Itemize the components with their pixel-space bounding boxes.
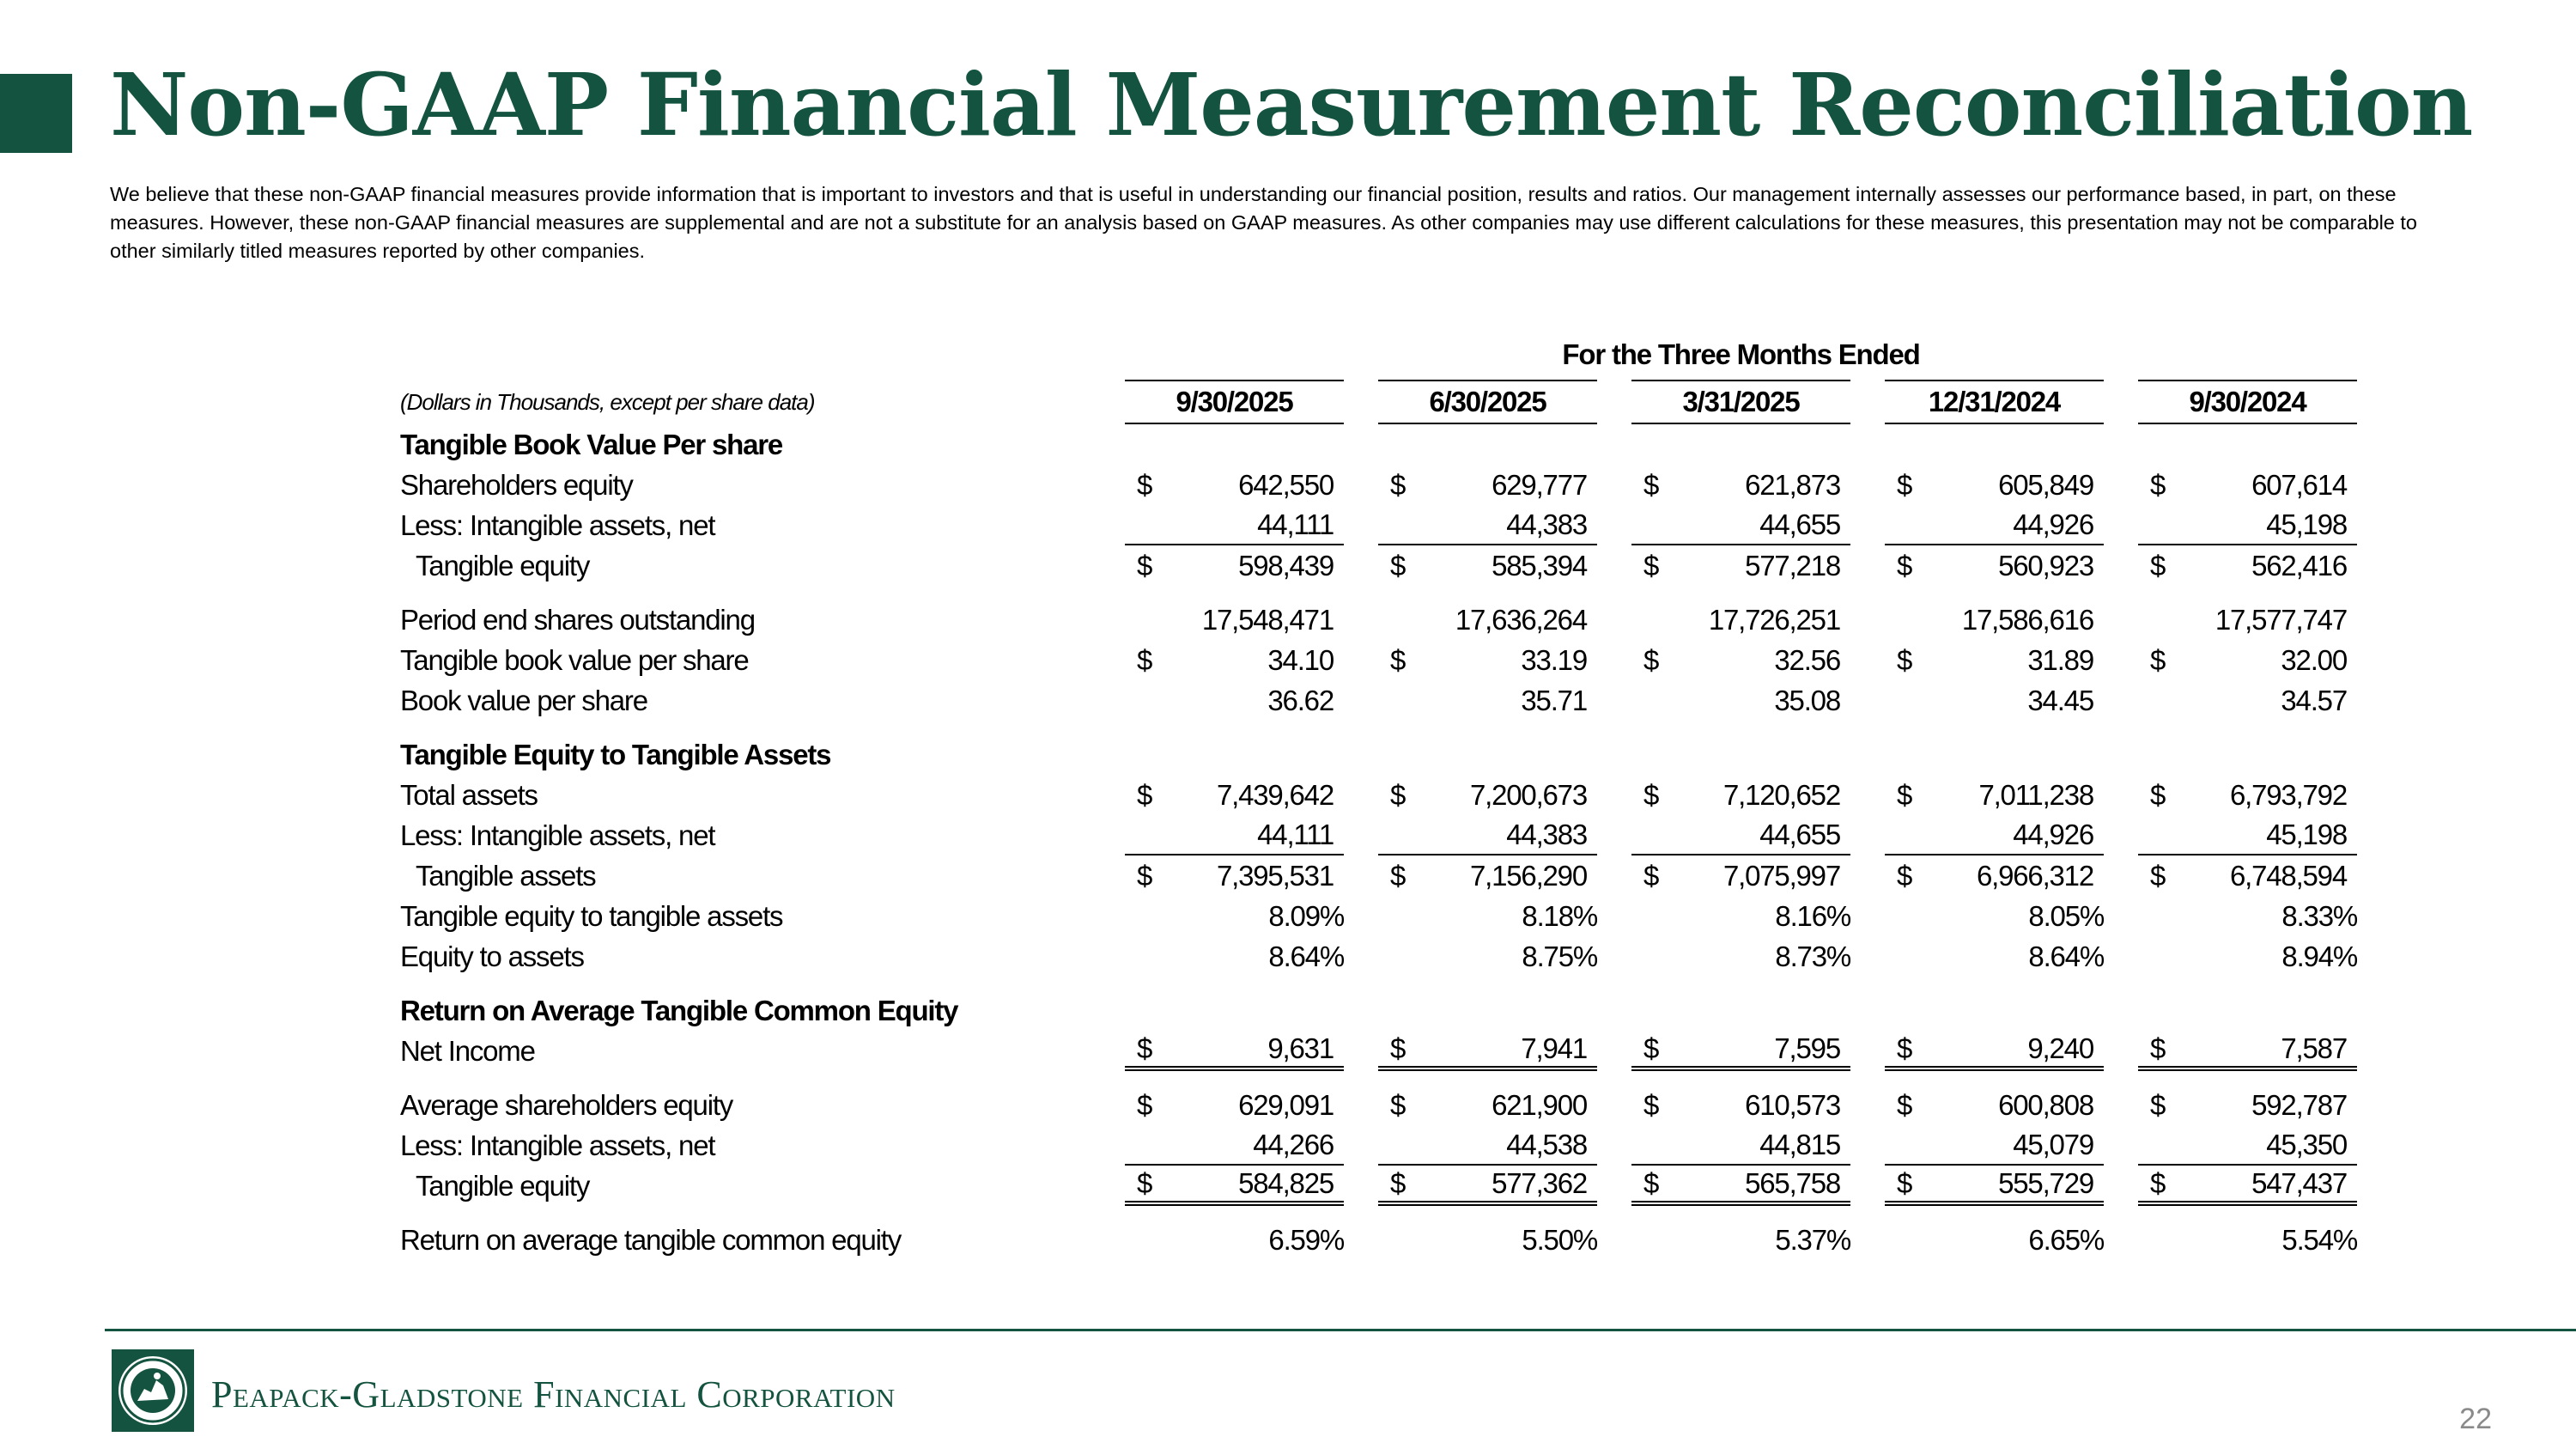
currency-symbol: $ (1897, 468, 1912, 501)
currency-symbol: $ (2150, 643, 2166, 676)
cell-value: 7,075,997 (1722, 859, 1840, 892)
cell-value: 5.37% (1775, 1223, 1850, 1256)
cell-value: 7,200,673 (1469, 778, 1587, 811)
row-label: Less: Intangible assets, net (400, 819, 715, 851)
cell-value: 555,729 (1928, 1166, 2104, 1206)
currency-symbol: $ (1125, 1031, 1168, 1071)
cell-value: 44,383 (1421, 815, 1597, 855)
table-row (400, 775, 2357, 815)
cell-value: 629,777 (1492, 468, 1587, 501)
row-label: Book value per share (400, 684, 647, 716)
currency-symbol: $ (1390, 1088, 1406, 1121)
table-row (400, 505, 2357, 545)
currency-symbol: $ (1643, 778, 1659, 811)
currency-symbol: $ (1125, 1166, 1168, 1206)
section-heading: Tangible Book Value Per share (400, 428, 783, 460)
column-header: 12/31/2024 (1885, 380, 2104, 424)
currency-symbol: $ (1643, 643, 1659, 676)
table-row (400, 1166, 2357, 1206)
cell-value: 6.65% (2028, 1223, 2104, 1256)
row-label: Tangible equity (416, 1169, 590, 1202)
cell-value: 32.00 (2281, 643, 2347, 676)
cell-value: 45,350 (2181, 1125, 2357, 1166)
table-row (400, 1125, 2357, 1166)
currency-symbol: $ (1390, 643, 1406, 676)
table-row (400, 640, 2357, 680)
row-label: Return on average tangible common equity (400, 1223, 902, 1256)
cell-value: 34.57 (2281, 684, 2347, 716)
column-header: 9/30/2025 (1125, 380, 1344, 424)
cell-value: 33.19 (1521, 643, 1587, 676)
cell-value: 6,748,594 (2229, 859, 2347, 892)
currency-symbol: $ (1897, 859, 1912, 892)
cell-value: 565,758 (1674, 1166, 1850, 1206)
cell-value: 8.05% (2028, 899, 2104, 932)
cell-value: 45,079 (1928, 1125, 2104, 1166)
cell-value: 7,941 (1421, 1031, 1597, 1071)
currency-symbol: $ (2150, 859, 2166, 892)
cell-value: 35.08 (1774, 684, 1840, 716)
section-heading: Tangible Equity to Tangible Assets (400, 738, 831, 770)
cell-value: 585,394 (1492, 549, 1587, 581)
row-label: Tangible assets (416, 859, 596, 892)
cell-value: 8.33% (2281, 899, 2357, 932)
cell-value: 560,923 (1998, 549, 2093, 581)
cell-value: 5.50% (1522, 1223, 1597, 1256)
row-label: Shareholders equity (400, 468, 633, 501)
cell-value: 45,198 (2181, 505, 2357, 545)
table-row (400, 1085, 2357, 1125)
cell-value: 17,586,616 (1961, 603, 2093, 636)
currency-symbol: $ (1137, 778, 1152, 811)
currency-symbol: $ (1643, 859, 1659, 892)
currency-symbol: $ (1631, 1031, 1674, 1071)
cell-value: 621,900 (1492, 1088, 1587, 1121)
currency-symbol: $ (1378, 1166, 1421, 1206)
cell-value: 584,825 (1168, 1166, 1344, 1206)
table-row (400, 465, 2357, 505)
column-header-row (400, 380, 2357, 424)
cell-value: 35.71 (1521, 684, 1587, 716)
row-label: Total assets (400, 778, 538, 811)
currency-symbol: $ (2150, 1088, 2166, 1121)
cell-value: 8.18% (1522, 899, 1597, 932)
currency-symbol: $ (1643, 1088, 1659, 1121)
footer-divider (105, 1329, 2576, 1331)
cell-value: 44,111 (1168, 815, 1344, 855)
company-name: Peapack-Gladstone Financial Corporation (211, 1373, 896, 1416)
cell-value: 8.75% (1522, 940, 1597, 972)
cell-value: 610,573 (1745, 1088, 1840, 1121)
currency-symbol: $ (1137, 1088, 1152, 1121)
row-label: Less: Intangible assets, net (400, 1129, 715, 1161)
cell-value: 6.59% (1268, 1223, 1344, 1256)
slide-title: Non-GAAP Financial Measurement Reconciliation (110, 54, 2473, 155)
table-row (400, 896, 2357, 936)
section-heading-row (400, 424, 2357, 465)
cell-value: 44,926 (1928, 815, 2104, 855)
cell-value: 44,538 (1421, 1125, 1597, 1166)
cell-value: 34.45 (2027, 684, 2093, 716)
row-label: Period end shares outstanding (400, 603, 755, 636)
currency-symbol: $ (2150, 468, 2166, 501)
currency-symbol: $ (1137, 468, 1152, 501)
row-label: Less: Intangible assets, net (400, 508, 715, 541)
table-row (400, 545, 2357, 586)
table-caption: For the Three Months Ended (1562, 338, 1920, 370)
table-row (400, 815, 2357, 855)
cell-value: 44,815 (1674, 1125, 1850, 1166)
currency-symbol: $ (2138, 1166, 2181, 1206)
column-header: 6/30/2025 (1378, 380, 1597, 424)
cell-value: 600,808 (1998, 1088, 2093, 1121)
cell-value: 9,631 (1168, 1031, 1344, 1071)
currency-symbol: $ (1390, 549, 1406, 581)
cell-value: 44,111 (1168, 505, 1344, 545)
cell-value: 8.73% (1775, 940, 1850, 972)
currency-symbol: $ (1897, 549, 1912, 581)
section-heading-row (400, 990, 2357, 1031)
currency-symbol: $ (1885, 1031, 1928, 1071)
company-seal-logo (112, 1349, 194, 1432)
cell-value: 7,120,652 (1722, 778, 1840, 811)
cell-value: 5.54% (2281, 1223, 2357, 1256)
row-label: Equity to assets (400, 940, 584, 972)
cell-value: 7,595 (1674, 1031, 1850, 1071)
title-accent-square (0, 74, 72, 153)
cell-value: 7,156,290 (1469, 859, 1587, 892)
cell-value: 547,437 (2181, 1166, 2357, 1206)
cell-value: 44,655 (1674, 815, 1850, 855)
currency-symbol: $ (1643, 549, 1659, 581)
cell-value: 32.56 (1774, 643, 1840, 676)
cell-value: 44,383 (1421, 505, 1597, 545)
table-row (400, 600, 2357, 640)
column-header: 3/31/2025 (1631, 380, 1850, 424)
currency-symbol: $ (1137, 859, 1152, 892)
row-label: Tangible book value per share (400, 643, 749, 676)
currency-symbol: $ (2150, 778, 2166, 811)
table-row (400, 1220, 2357, 1260)
cell-value: 577,362 (1421, 1166, 1597, 1206)
table-row (400, 680, 2357, 721)
section-heading-row (400, 734, 2357, 775)
section-heading: Return on Average Tangible Common Equity (400, 994, 958, 1026)
cell-value: 629,091 (1238, 1088, 1334, 1121)
cell-value: 8.09% (1268, 899, 1344, 932)
cell-value: 8.94% (2281, 940, 2357, 972)
cell-value: 17,726,251 (1708, 603, 1840, 636)
table-row (400, 936, 2357, 977)
cell-value: 8.16% (1775, 899, 1850, 932)
intro-paragraph: We believe that these non-GAAP financial measures provide information that is important to investors and that is useful in understanding our financial position, results and ratios. Our management internally assesses our performance based, in part, on these measures. However, these non-GAAP financial measures are supplemental and are not a substitute for an analysis based on GAAP measures. As other companies may use different calculations for these measures, this presentation may not be comparable to other similarly titled measures reported by other companies. (110, 183, 2417, 262)
cell-value: 621,873 (1745, 468, 1840, 501)
cell-value: 7,587 (2181, 1031, 2357, 1071)
currency-symbol: $ (1390, 468, 1406, 501)
row-label: Average shareholders equity (400, 1088, 733, 1121)
cell-value: 36.62 (1267, 684, 1334, 716)
currency-symbol: $ (1897, 778, 1912, 811)
currency-symbol: $ (1643, 468, 1659, 501)
currency-symbol: $ (1390, 778, 1406, 811)
cell-value: 44,926 (1928, 505, 2104, 545)
cell-value: 7,439,642 (1216, 778, 1334, 811)
table-row (400, 855, 2357, 896)
cell-value: 34.10 (1267, 643, 1334, 676)
cell-value: 562,416 (2251, 549, 2347, 581)
currency-symbol: $ (2150, 549, 2166, 581)
row-label: Tangible equity (416, 549, 590, 581)
currency-symbol: $ (1390, 859, 1406, 892)
cell-value: 7,395,531 (1216, 859, 1334, 892)
reconciliation-table (400, 330, 2357, 1260)
cell-value: 7,011,238 (1978, 778, 2093, 811)
cell-value: 17,577,747 (2215, 603, 2347, 636)
column-header: 9/30/2024 (2138, 380, 2357, 424)
cell-value: 17,548,471 (1201, 603, 1334, 636)
cell-value: 605,849 (1998, 468, 2093, 501)
currency-symbol: $ (1137, 643, 1152, 676)
cell-value: 598,439 (1238, 549, 1334, 581)
cell-value: 8.64% (1268, 940, 1344, 972)
cell-value: 8.64% (2028, 940, 2104, 972)
cell-value: 642,550 (1238, 468, 1334, 501)
page-number: 22 (2459, 1403, 2492, 1435)
cell-value: 31.89 (2027, 643, 2093, 676)
currency-symbol: $ (1897, 1088, 1912, 1121)
units-note: (Dollars in Thousands, except per share data) (400, 388, 815, 415)
row-label: Tangible equity to tangible assets (400, 899, 783, 932)
currency-symbol: $ (1897, 643, 1912, 676)
currency-symbol: $ (2138, 1031, 2181, 1071)
cell-value: 607,614 (2251, 468, 2347, 501)
cell-value: 592,787 (2251, 1088, 2347, 1121)
currency-symbol: $ (1885, 1166, 1928, 1206)
currency-symbol: $ (1631, 1166, 1674, 1206)
cell-value: 6,793,792 (2229, 778, 2347, 811)
cell-value: 45,198 (2181, 815, 2357, 855)
cell-value: 17,636,264 (1455, 603, 1587, 636)
currency-symbol: $ (1137, 549, 1152, 581)
cell-value: 44,655 (1674, 505, 1850, 545)
cell-value: 44,266 (1168, 1125, 1344, 1166)
cell-value: 577,218 (1745, 549, 1840, 581)
cell-value: 6,966,312 (1976, 859, 2093, 892)
cell-value: 9,240 (1928, 1031, 2104, 1071)
currency-symbol: $ (1378, 1031, 1421, 1071)
table-row (400, 1031, 2357, 1071)
row-label: Net Income (400, 1034, 535, 1067)
